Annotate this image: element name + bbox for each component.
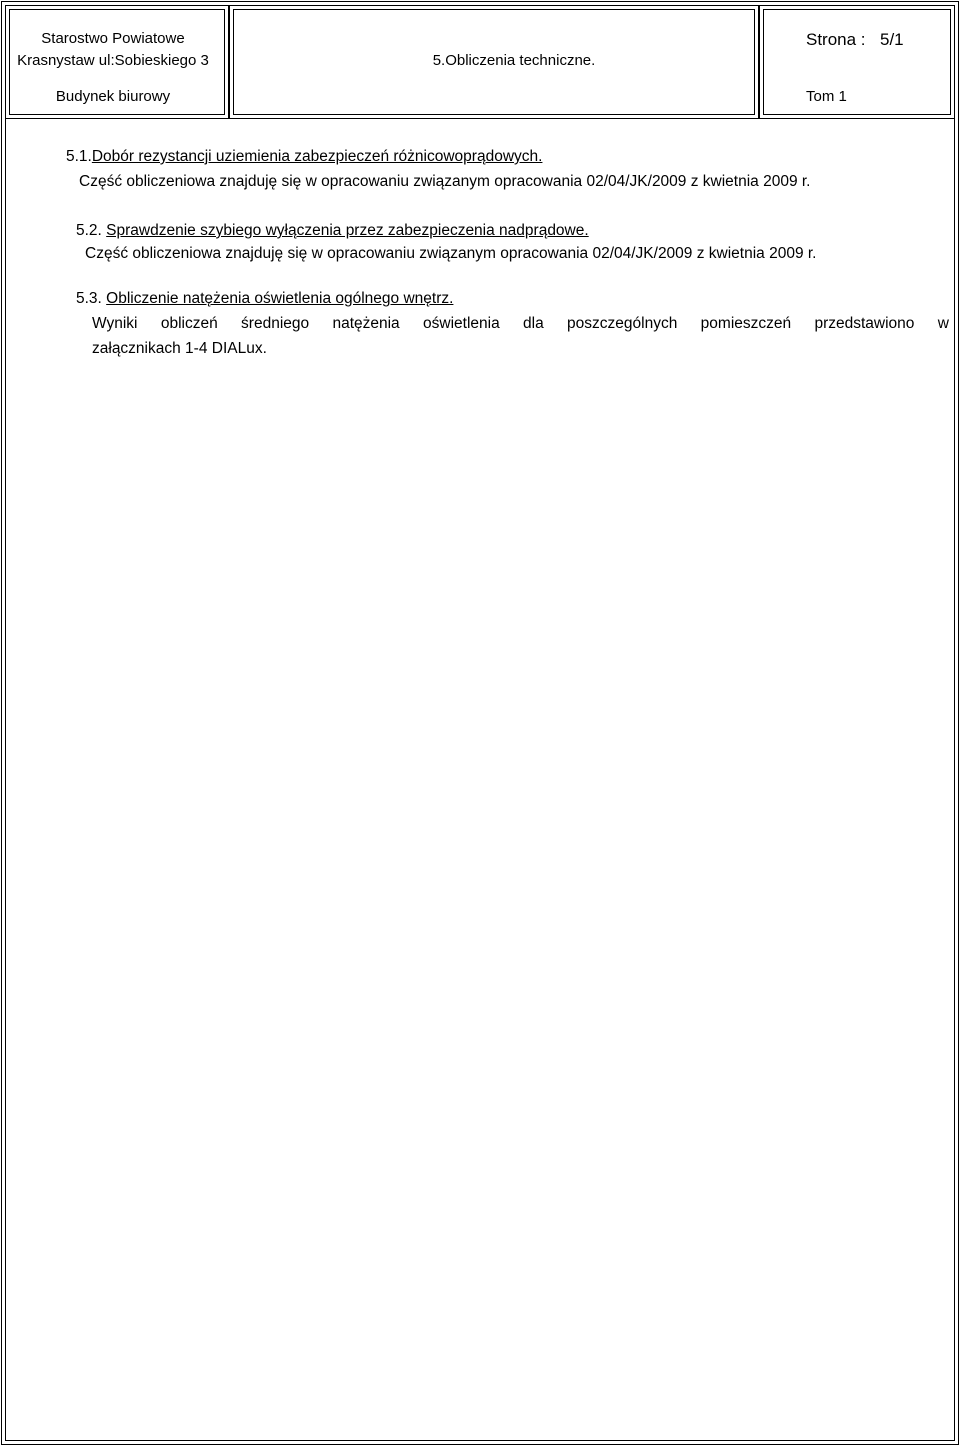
header-right-cell (759, 5, 955, 119)
section-5-2-heading (76, 222, 589, 240)
body-word: oświetlenia (423, 315, 500, 332)
section-number: 5.3. (76, 290, 102, 307)
page-label: Strona : (806, 30, 866, 49)
section-5-1-body: Część obliczeniowa znajduję się w opracowaniu związanym opracowania 02/04/JK/2009 z kwietnia 2009 r. (79, 173, 811, 190)
body-word: natężenia (332, 315, 400, 332)
section-number: 5.2. (76, 222, 102, 239)
body-word: dla (523, 315, 544, 332)
section-5-3-body-line2: załącznikach 1-4 DIALux. (92, 340, 267, 357)
body-word: pomieszczeń (700, 315, 792, 332)
page-number: 5/1 (880, 30, 904, 49)
body-word: Wyniki (92, 315, 138, 332)
institution-address: Krasnystaw ul:Sobieskiego 3 (17, 52, 209, 69)
section-title: Obliczenie natężenia oświetlenia ogólnego wnętrz. (106, 290, 454, 307)
header-middle-cell (229, 5, 759, 119)
institution-name: Starostwo Powiatowe (41, 30, 185, 47)
section-title: Sprawdzenie szybiego wyłączenia przez zabezpieczenia nadprądowe. (106, 222, 589, 239)
header-left-cell (5, 5, 229, 119)
body-word: poszczególnych (567, 315, 678, 332)
header-right-inner-border (763, 9, 951, 115)
section-5-1-heading (66, 148, 542, 166)
body-word: w (937, 315, 949, 332)
section-5-2-body: Część obliczeniowa znajduję się w opracowaniu związanym opracowania 02/04/JK/2009 z kwietnia 2009 r. (85, 245, 817, 262)
body-word: obliczeń (160, 315, 218, 332)
section-title: Dobór rezystancji uziemienia zabezpieczeń różnicowoprądowych. (91, 148, 543, 165)
chapter-title: 5.Obliczenia techniczne. (432, 52, 596, 69)
page-inner-border (5, 5, 955, 1441)
section-5-3-body-line1 (92, 315, 949, 333)
body-word: przedstawiono (814, 315, 915, 332)
section-5-3-heading (76, 290, 453, 308)
body-word: średniego (241, 315, 310, 332)
volume-label: Tom 1 (806, 88, 847, 105)
section-number: 5.1. (66, 148, 92, 165)
building-name: Budynek biurowy (55, 88, 171, 105)
